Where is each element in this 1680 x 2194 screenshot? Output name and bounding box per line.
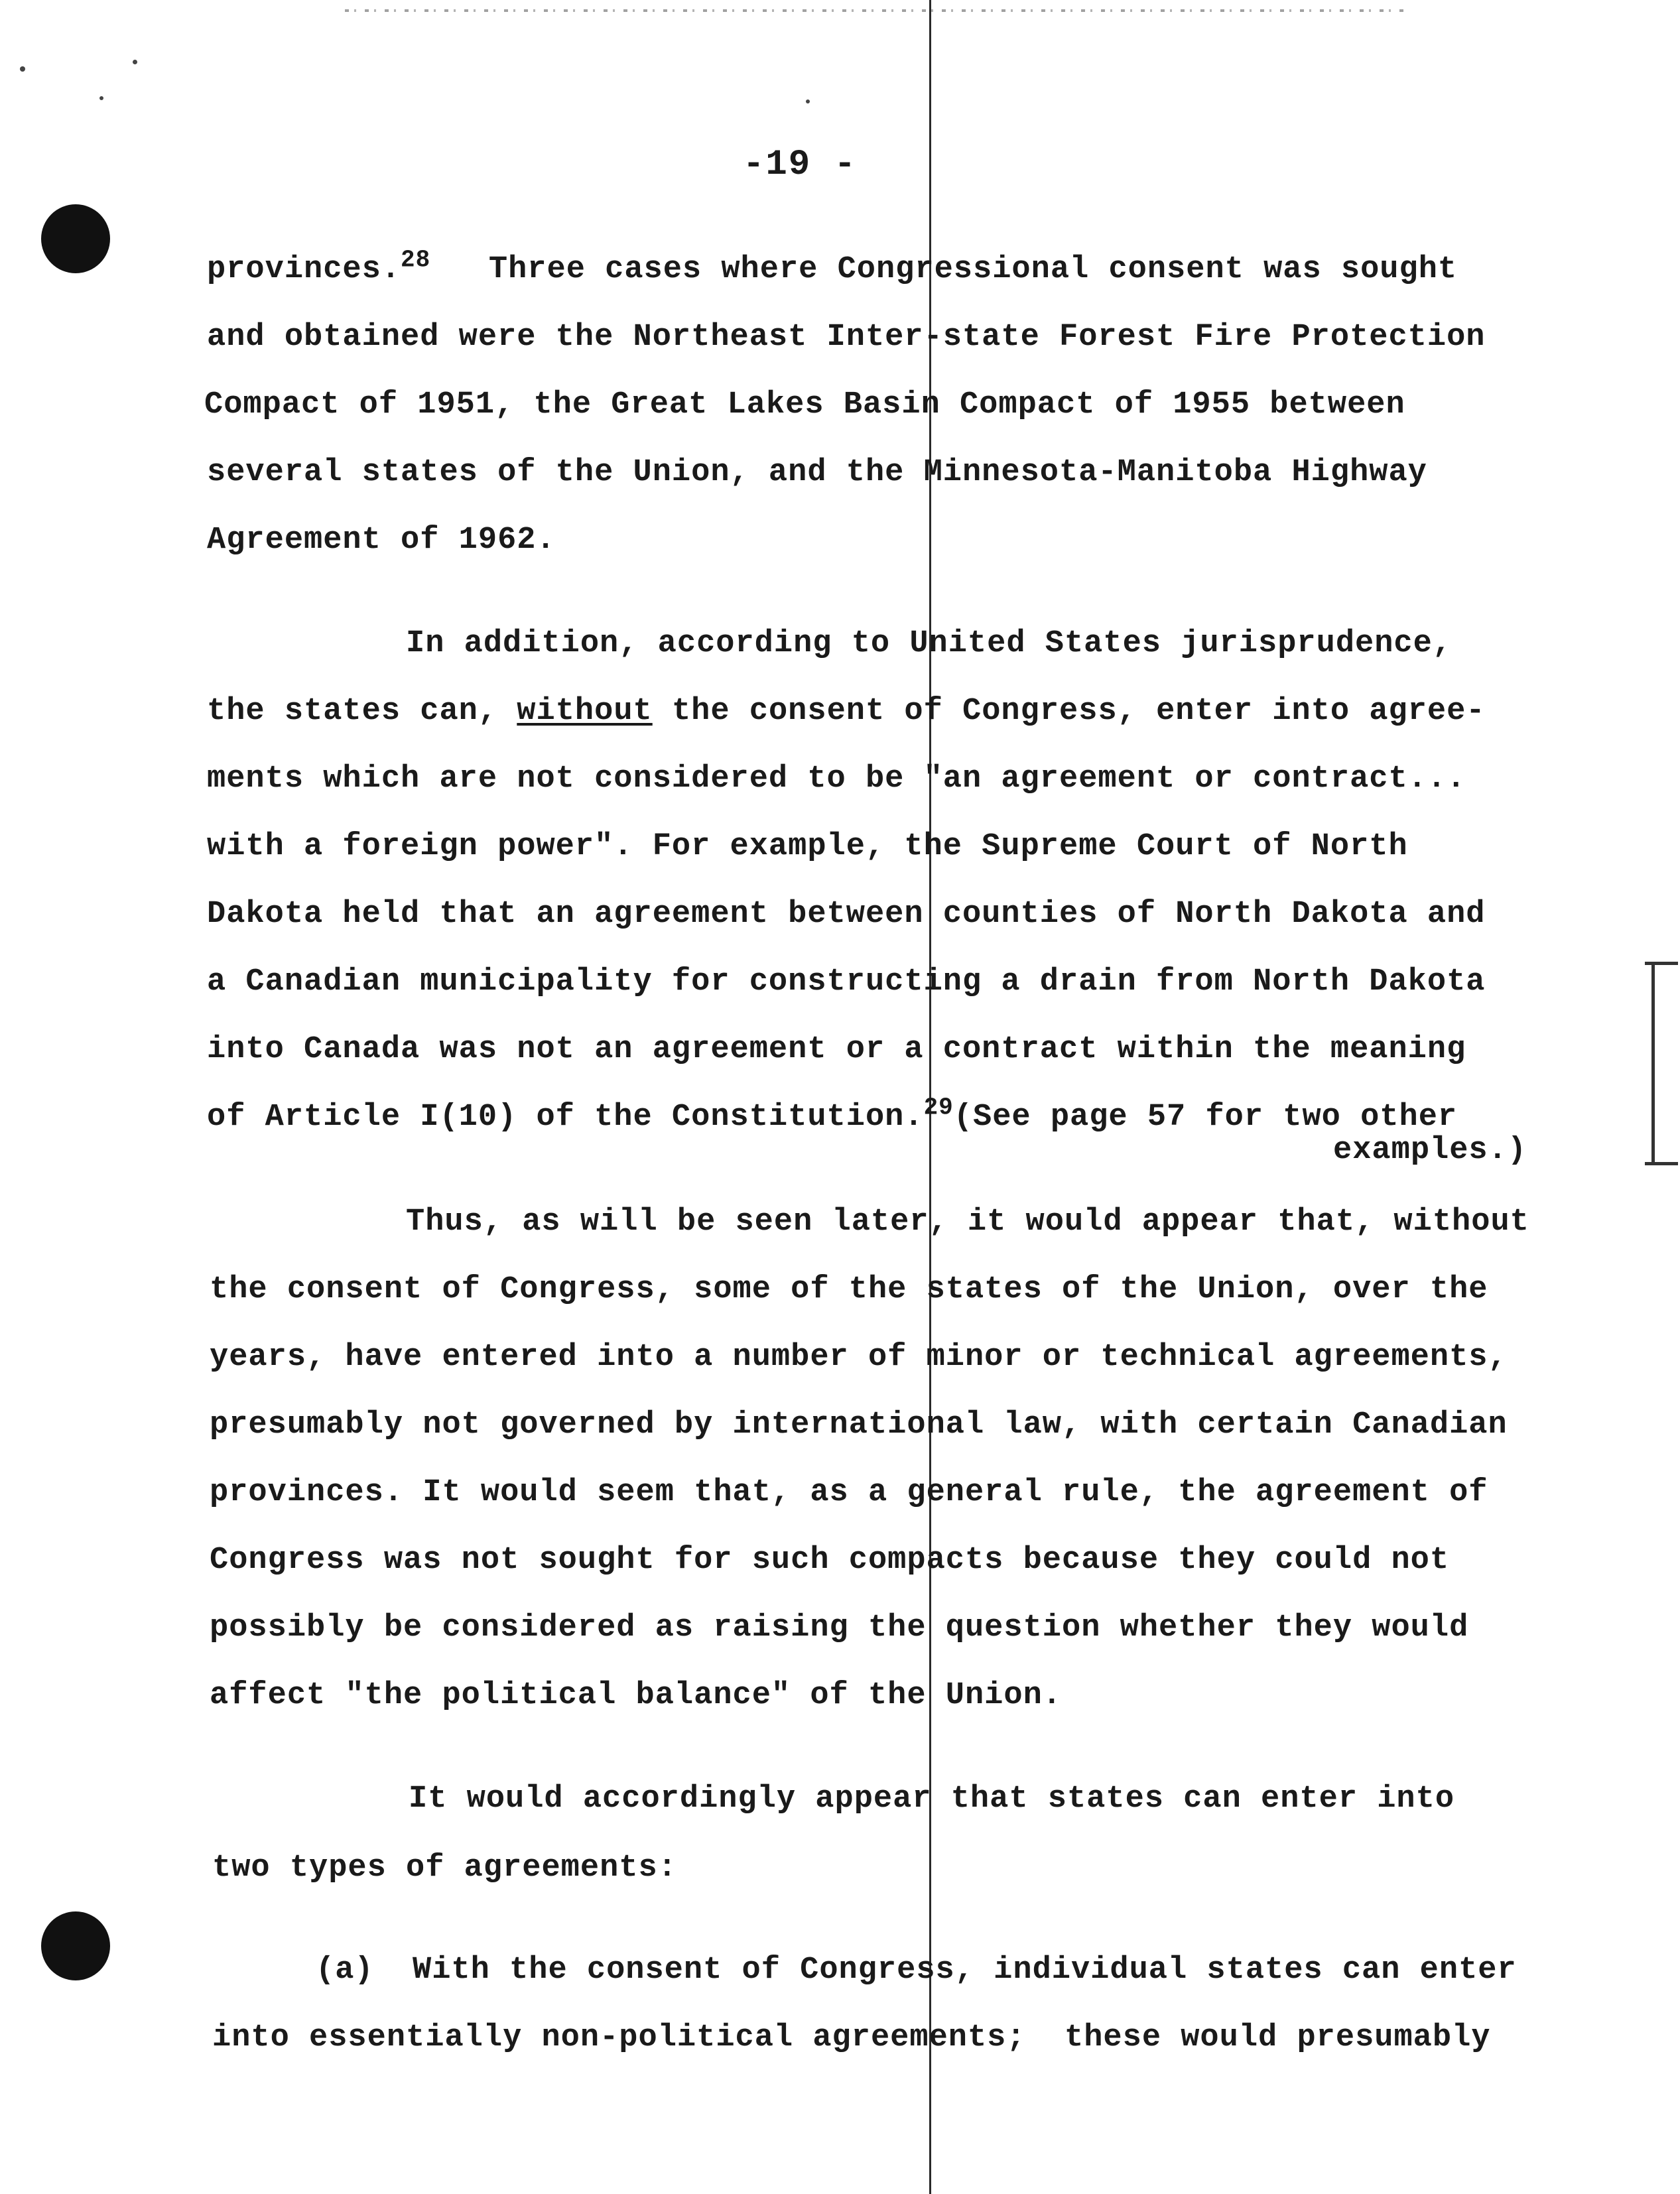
text-line: years, have entered into a number of minor or technical agreements, bbox=[210, 1340, 1508, 1375]
text-line: the consent of Congress, some of the states of the Union, over the bbox=[210, 1272, 1488, 1307]
scan-speck bbox=[99, 96, 103, 100]
page-number: -19 - bbox=[743, 145, 858, 185]
text-line: into Canada was not an agreement or a contract within the meaning bbox=[207, 1032, 1466, 1067]
text-line: Agreement of 1962. bbox=[207, 523, 556, 558]
text-line: affect "the political balance" of the Union. bbox=[210, 1678, 1063, 1713]
text-line: of Article I(10) of the Constitution.$^{29}$(See page 57 for two other bbox=[207, 1094, 1458, 1135]
scan-speck bbox=[133, 60, 137, 64]
punch-hole-bottom bbox=[41, 1911, 110, 1980]
text-line: presumably not governed by international law, with certain Canadian bbox=[210, 1407, 1508, 1443]
text-line: Compact of 1951, the Great Lakes Basin Compact of 1955 between bbox=[204, 387, 1405, 422]
text-line: into essentially non-political agreements; these would presumably bbox=[212, 2020, 1491, 2055]
scan-speck bbox=[806, 99, 810, 103]
text-line: examples.) bbox=[1333, 1133, 1527, 1168]
text-line: In addition, according to United States jurisprudence, bbox=[406, 626, 1453, 661]
text-line: Congress was not sought for such compacts because they could not bbox=[210, 1543, 1450, 1578]
footnote-ref: 29 bbox=[923, 1094, 954, 1122]
punch-hole-top bbox=[41, 204, 110, 273]
text-line: the states can, without the consent of Congress, enter into agree- bbox=[207, 694, 1486, 729]
text-line: provinces.$^{28}$ Three cases where Congressional consent was sought bbox=[207, 246, 1458, 287]
text-line: a Canadian municipality for constructing a drain from North Dakota bbox=[207, 964, 1486, 1000]
footnote-ref: 28 bbox=[401, 246, 431, 274]
text-line: Thus, as will be seen later, it would appear that, without bbox=[406, 1204, 1529, 1240]
margin-mark bbox=[1651, 965, 1655, 1164]
emphasis-underline: without bbox=[517, 694, 653, 729]
text-line: ments which are not considered to be "an agreement or contract... bbox=[207, 761, 1466, 797]
text-line: (a) With the consent of Congress, individual states can enter bbox=[316, 1953, 1517, 1988]
scan-noise-top bbox=[345, 9, 1406, 12]
text-line: Dakota held that an agreement between counties of North Dakota and bbox=[207, 897, 1486, 932]
text-line: possibly be considered as raising the question whether they would bbox=[210, 1610, 1469, 1646]
margin-mark-bottom bbox=[1645, 1162, 1678, 1165]
scan-speck bbox=[20, 66, 25, 72]
text-line: It would accordingly appear that states can enter into bbox=[409, 1781, 1455, 1817]
text-line: several states of the Union, and the Minnesota-Manitoba Highway bbox=[207, 455, 1427, 490]
text-line: provinces. It would seem that, as a general rule, the agreement of bbox=[210, 1475, 1488, 1510]
text-line: two types of agreements: bbox=[212, 1850, 677, 1886]
margin-mark-top bbox=[1645, 962, 1678, 965]
text-line: with a foreign power". For example, the Supreme Court of North bbox=[207, 829, 1408, 864]
text-line: and obtained were the Northeast Inter-state Forest Fire Protection bbox=[207, 320, 1486, 355]
